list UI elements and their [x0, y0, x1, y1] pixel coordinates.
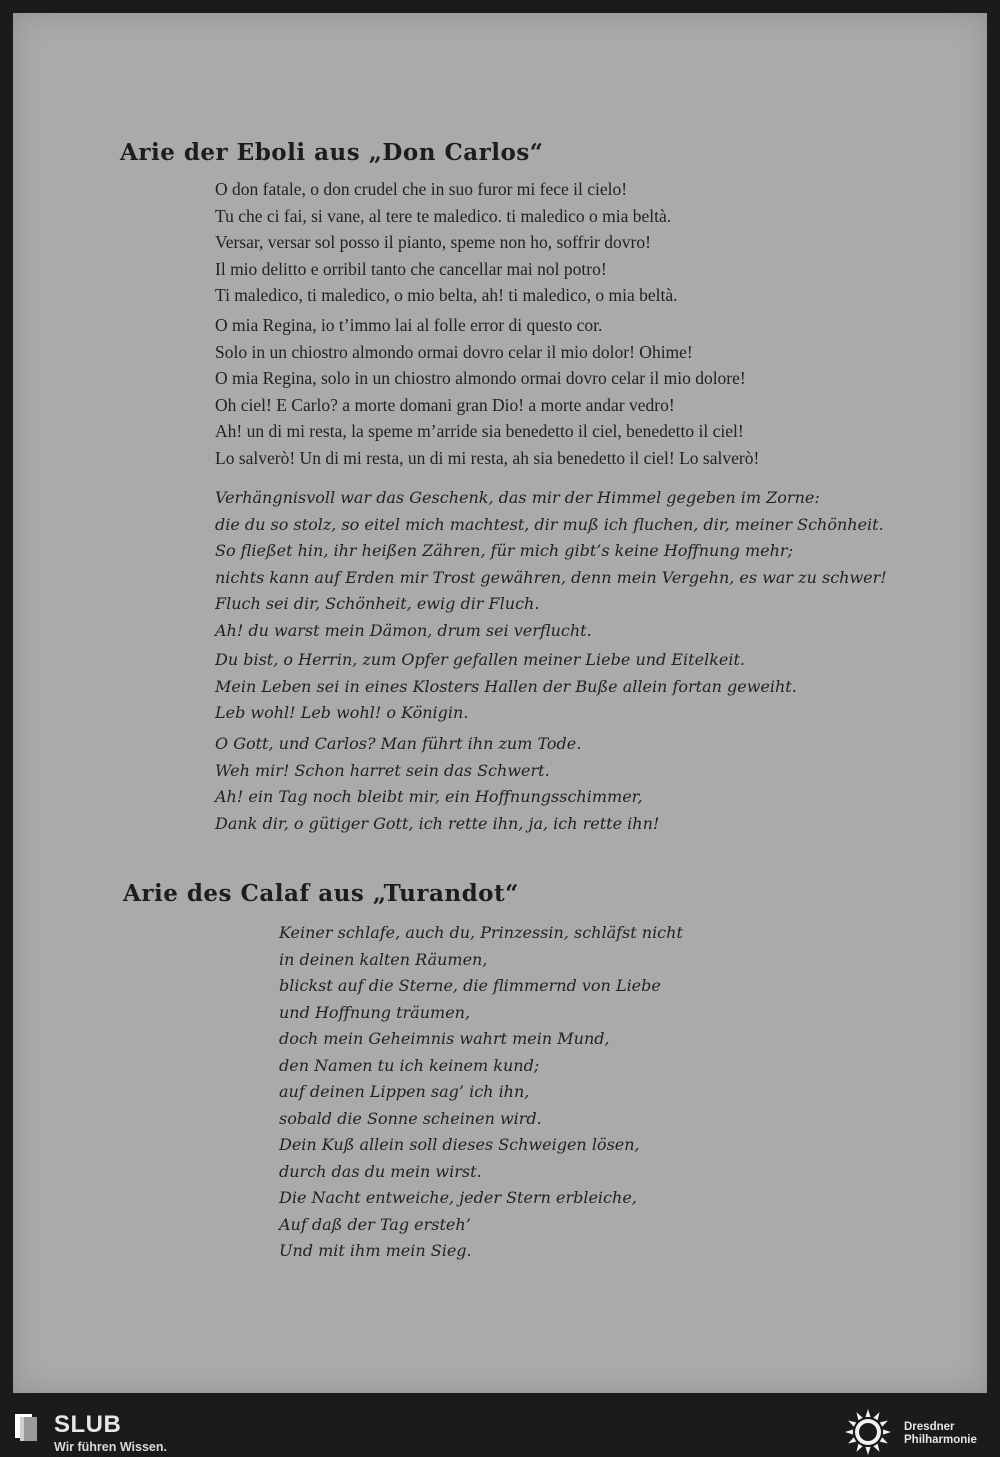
verse-line: Und mit ihm mein Sieg.	[279, 1241, 472, 1260]
verse-line: Mein Leben sei in eines Klosters Hallen der Buße allein fortan geweiht.	[215, 676, 797, 696]
verse-line: Ti maledico, ti maledico, o mio belta, ah! ti maledico, o mia beltà.	[215, 285, 678, 305]
verse-line: sobald die Sonne scheinen wird.	[279, 1108, 542, 1128]
verse-line: O Gott, und Carlos? Man führt ihn zum Tode.	[215, 734, 582, 753]
verse-line: Ah! du warst mein Dämon, drum sei verflucht.	[215, 620, 592, 640]
section-heading-eboli: Arie der Eboli aus „Don Carlos“	[120, 139, 544, 166]
verse-line: Auf daß der Tag ersteh’	[279, 1214, 471, 1234]
section-heading-calaf: Arie des Calaf aus „Turandot“	[123, 880, 519, 907]
library-tagline: Wir führen Wissen.	[54, 1440, 167, 1454]
verse-line: Solo in un chiostro almondo ormai dovro celar il mio dolor! Ohime!	[215, 341, 693, 362]
verse-line: auf deinen Lippen sag’ ich ihn,	[279, 1082, 530, 1101]
partner-line1: Dresdner	[904, 1421, 955, 1433]
verse-line: Versar, versar sol posso il pianto, speme non ho, soffrir dovro!	[215, 232, 651, 252]
verse-line: die du so stolz, so eitel mich machtest, dir muß ich fluchen, dir, meiner Schönheit.	[215, 514, 884, 534]
stanza-german-3	[215, 731, 659, 837]
sun-logo-icon	[840, 1408, 896, 1456]
verse-line: Tu che ci fai, si vane, al tere te maledico. ti maledico o mia beltà.	[215, 205, 672, 226]
stanza-german-1	[215, 485, 887, 644]
verse-line: Die Nacht entweiche, jeder Stern erbleiche,	[279, 1188, 637, 1207]
stanza-german-2	[215, 647, 797, 727]
verse-line: in deinen kalten Räumen,	[279, 949, 488, 969]
stanza-italian-2	[215, 312, 759, 471]
verse-line: Ah! ein Tag noch bleibt mir, ein Hoffnungsschimmer,	[215, 787, 643, 806]
verse-line: den Namen tu ich keinem kund;	[279, 1055, 540, 1075]
verse-line: Dein Kuß allein soll dieses Schweigen lösen,	[279, 1135, 640, 1154]
stanza-turandot	[279, 920, 683, 1265]
verse-line: Lo salverò! Un di mi resta, un di mi resta, ah sia benedetto il ciel! Lo salverò!	[215, 447, 760, 468]
footer-bar	[0, 1405, 1000, 1457]
verse-line: Verhängnisvoll war das Geschenk, das mir der Himmel gegeben im Zorne:	[215, 488, 820, 507]
verse-line: Il mio delitto e orribil tanto che cancellar mai nol potro!	[215, 258, 607, 279]
verse-line: Fluch sei dir, Schönheit, ewig dir Fluch.	[215, 594, 540, 613]
verse-line: Dank dir, o gütiger Gott, ich rette ihn, ja, ich rette ihn!	[215, 813, 660, 833]
document-page	[13, 13, 987, 1393]
verse-line: blickst auf die Sterne, die flimmernd von Liebe	[279, 976, 661, 995]
partner-line2: Philharmonie	[904, 1434, 977, 1446]
verse-line: Weh mir! Schon harret sein das Schwert.	[215, 760, 550, 780]
verse-line: Oh ciel! E Carlo? a morte domani gran Dio! a morte andar vedro!	[215, 394, 675, 415]
verse-line: O mia Regina, io t’immo lai al folle error di questo cor.	[215, 315, 603, 335]
verse-line: durch das du mein wirst.	[279, 1161, 482, 1181]
verse-line: O mia Regina, solo in un chiostro almondo ormai dovro celar il mio dolore!	[215, 368, 746, 388]
library-logo-text: SLUB	[54, 1411, 122, 1438]
verse-line: Du bist, o Herrin, zum Opfer gefallen meiner Liebe und Eitelkeit.	[215, 650, 745, 669]
verse-line: So fließet hin, ihr heißen Zähren, für mich gibt’s keine Hoffnung mehr;	[215, 541, 793, 560]
book-icon	[12, 1411, 42, 1443]
verse-line: Keiner schlafe, auch du, Prinzessin, schläfst nicht	[279, 923, 683, 942]
verse-line: nichts kann auf Erden mir Trost gewähren, denn mein Vergehn, es war zu schwer!	[215, 567, 887, 587]
stanza-italian-1	[215, 176, 678, 309]
verse-line: Ah! un di mi resta, la speme m’arride sia benedetto il ciel, benedetto il ciel!	[215, 421, 744, 441]
verse-line: und Hoffnung träumen,	[279, 1002, 471, 1022]
verse-line: Leb wohl! Leb wohl! o Königin.	[215, 703, 469, 722]
verse-line: O don fatale, o don crudel che in suo furor mi fece il cielo!	[215, 179, 628, 199]
partner-logo-text	[904, 1421, 977, 1447]
verse-line: doch mein Geheimnis wahrt mein Mund,	[279, 1029, 610, 1048]
